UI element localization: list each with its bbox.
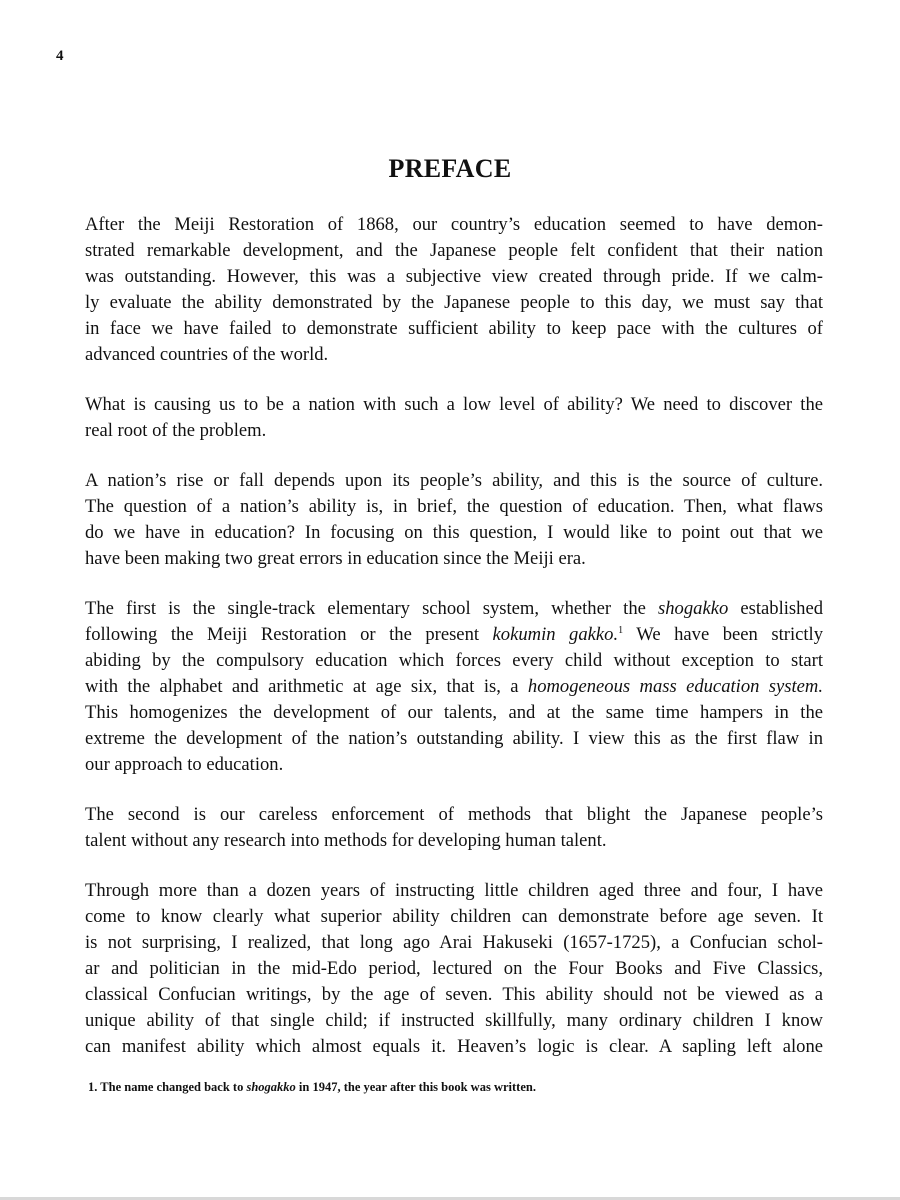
text-line: was outstanding. However, this was a subjective view created through pride. If we calm- [85,266,823,287]
paragraph-6 [85,878,823,1060]
footnote [88,1080,536,1095]
text-line: do we have in education? In focusing on this question, I would like to point out that we [85,522,823,543]
text-line [85,596,823,622]
text-line: A nation’s rise or fall depends upon its people’s ability, and this is the source of culture. [85,470,823,491]
text-line: our approach to education. [85,754,284,775]
text-line: After the Meiji Restoration of 1868, our country’s education seemed to have demon- [85,214,823,235]
text-line: ar and politician in the mid-Edo period, lectured on the Four Books and Five Classics, [85,958,823,979]
text-segment: We have been strictly [623,624,823,645]
text-line: abiding by the compulsory education which forces every child without exception to start [85,650,823,671]
text-line: classical Confucian writings, by the age of seven. This ability should not be viewed as a [85,984,823,1005]
text-line: unique ability of that single child; if instructed skillfully, many ordinary children I know [85,1010,823,1031]
footnote-text: in 1947, the year after this book was written. [295,1080,536,1094]
footnote-italic-term: shogakko [246,1080,296,1094]
page-title: PREFACE [388,154,512,183]
paragraph-5 [85,802,823,854]
text-line [85,622,823,648]
italic-term: homogeneous mass education system. [527,676,824,697]
text-line: The second is our careless enforcement of methods that blight the Japanese people’s [85,804,823,825]
footnote-text: 1. The name changed back to [88,1080,247,1094]
text-line: real root of the problem. [85,420,267,441]
text-segment: established [728,598,823,619]
text-line: is not surprising, I realized, that long ago Arai Hakuseki (1657-1725), a Confucian schol- [85,932,823,953]
page-number: 4 [56,48,64,64]
text-line: What is causing us to be a nation with such a low level of ability? We need to discover the [85,394,823,415]
text-line: Through more than a dozen years of instructing little children aged three and four, I have [85,880,823,901]
footnote-marker[interactable]: 1 [618,624,624,636]
text-line: come to know clearly what superior ability children can demonstrate before age seven. It [85,906,823,927]
text-segment: following the Meiji Restoration or the present [85,624,493,645]
text-line: ly evaluate the ability demonstrated by the Japanese people to this day, we must say that [85,292,823,313]
text-line: extreme the development of the nation’s outstanding ability. I view this as the first flaw in [85,728,823,749]
body-text [85,212,823,1084]
paragraph-2 [85,392,823,444]
text-line: This homogenizes the development of our talents, and at the same time hampers in the [85,702,823,723]
text-segment: The first is the single-track elementary school system, whether the [85,598,659,619]
text-line: advanced countries of the world. [85,344,329,365]
text-line: can manifest ability which almost equals it. Heaven’s logic is clear. A sapling left alone [85,1036,823,1057]
text-line [85,674,823,700]
text-line: strated remarkable development, and the Japanese people felt confident that their nation [85,240,823,261]
paragraph-1 [85,212,823,368]
italic-term: kokumin gakko. [492,624,619,645]
italic-term: shogakko [658,598,729,619]
text-segment: with the alphabet and arithmetic at age six, that is, a [85,676,528,697]
text-line: have been making two great errors in education since the Meiji era. [85,548,586,569]
text-line: The question of a nation’s ability is, in brief, the question of education. Then, what flaws [85,496,823,517]
text-line: talent without any research into methods for developing human talent. [85,830,607,851]
paragraph-4 [85,596,823,778]
paragraph-3 [85,468,823,572]
text-line: in face we have failed to demonstrate sufficient ability to keep pace with the cultures of [85,318,823,339]
